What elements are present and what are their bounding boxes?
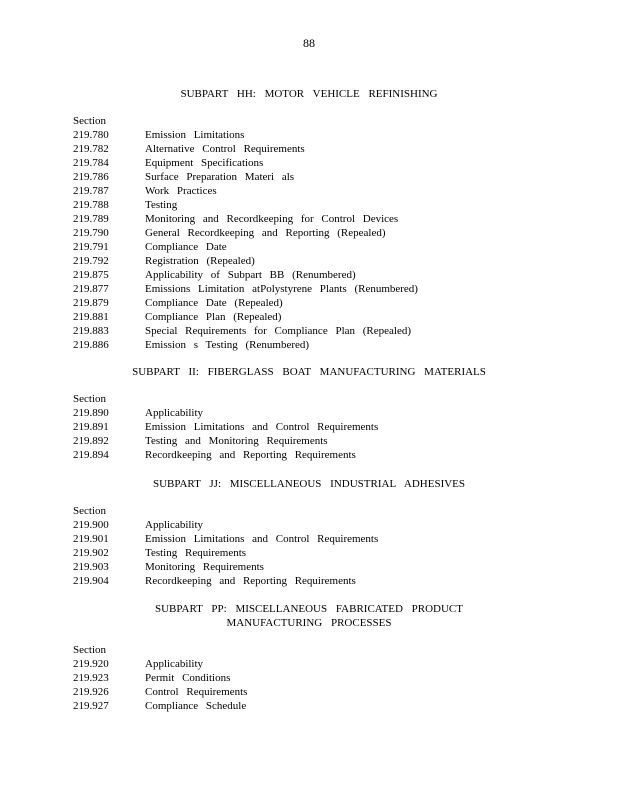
section-entry (73, 560, 264, 574)
section-entry (73, 657, 203, 671)
section-title: General Recordkeeping and Reporting (Repealed) (145, 227, 386, 239)
section-label: Section (73, 115, 106, 127)
section-number: 219.792 (73, 255, 109, 267)
section-entry (73, 296, 283, 310)
section-number: 219.786 (73, 171, 109, 183)
section-entry (73, 671, 230, 685)
section-number: 219.892 (73, 435, 109, 447)
section-title: Permit Conditions (145, 672, 231, 684)
section-title: Compliance Schedule (145, 700, 247, 712)
section-entry (73, 226, 386, 240)
section-entry (73, 142, 305, 156)
section-title: Recordkeeping and Reporting Requirements (145, 575, 356, 587)
subpart-heading: SUBPART PP: MISCELLANEOUS FABRICATED PRODUCT (155, 603, 463, 615)
section-number: 219.902 (73, 547, 109, 559)
section-entry (73, 170, 294, 184)
section-number: 219.780 (73, 129, 109, 141)
section-entry (73, 546, 246, 560)
section-number: 219.787 (73, 185, 109, 197)
section-entry (73, 532, 378, 546)
section-number: 219.790 (73, 227, 109, 239)
section-title: Monitoring Requirements (145, 561, 264, 573)
section-entry (73, 338, 309, 352)
section-title: Applicability (145, 658, 204, 670)
section-number: 219.894 (73, 449, 109, 461)
section-title: Equipment Specifications (145, 157, 264, 169)
section-number: 219.903 (73, 561, 109, 573)
section-title: Recordkeeping and Reporting Requirements (145, 449, 356, 461)
section-title: Applicability of Subpart BB (Renumbered) (145, 269, 356, 281)
section-entry (73, 324, 411, 338)
section-entry (73, 254, 255, 268)
subpart-heading: SUBPART II: FIBERGLASS BOAT MANUFACTURING MATERIALS (132, 366, 486, 378)
section-entry (73, 156, 263, 170)
section-title: Registration (Repealed) (145, 255, 255, 267)
section-number: 219.879 (73, 297, 109, 309)
section-number: 219.789 (73, 213, 109, 225)
section-title: Emission Limitations (145, 129, 245, 141)
section-title: Control Requirements (145, 686, 248, 698)
section-entry (73, 198, 177, 212)
section-number: 219.927 (73, 700, 109, 712)
section-title: Alternative Control Requirements (145, 143, 305, 155)
section-entry (73, 420, 378, 434)
section-label: Section (73, 644, 106, 656)
section-title: Testing and Monitoring Requirements (145, 435, 328, 447)
section-number: 219.904 (73, 575, 109, 587)
subpart-heading: SUBPART JJ: MISCELLANEOUS INDUSTRIAL ADHESIVES (152, 478, 466, 490)
section-entry (73, 268, 356, 282)
section-entry (73, 406, 203, 420)
page-number: 88 (303, 36, 315, 50)
section-entry (73, 240, 227, 254)
section-number: 219.890 (73, 407, 109, 419)
section-title: Testing Requirements (145, 547, 247, 559)
section-title: Applicability (145, 407, 204, 419)
section-title: Work Practices (145, 185, 217, 197)
section-number: 219.791 (73, 241, 109, 253)
section-entry (73, 699, 246, 713)
section-entry (73, 310, 281, 324)
section-entry (73, 518, 203, 532)
section-title: Compliance Plan (Repealed) (145, 311, 282, 323)
section-entry (73, 184, 217, 198)
section-title: Monitoring and Recordkeeping for Control Devices (145, 213, 399, 225)
section-number: 219.881 (73, 311, 109, 323)
section-number: 219.784 (73, 157, 109, 169)
section-entry (73, 574, 356, 588)
section-title: Compliance Date (Repealed) (145, 297, 283, 309)
section-number: 219.920 (73, 658, 109, 670)
section-label: Section (73, 505, 106, 517)
section-title: Emissions Limitation atPolystyrene Plants (Renumbered) (145, 283, 418, 295)
section-title: Special Requirements for Compliance Plan (Repealed) (145, 325, 412, 337)
section-title: Emission Limitations and Control Requirements (145, 421, 379, 433)
section-number: 219.901 (73, 533, 109, 545)
section-number: 219.788 (73, 199, 109, 211)
section-entry (73, 434, 328, 448)
section-title: Compliance Date (145, 241, 227, 253)
section-number: 219.875 (73, 269, 109, 281)
subpart-heading-line2: MANUFACTURING PROCESSES (226, 617, 392, 629)
section-title: Emission Limitations and Control Requirements (145, 533, 379, 545)
section-title: Emission s Testing (Renumbered) (145, 339, 310, 351)
section-number: 219.891 (73, 421, 109, 433)
section-title: Surface Preparation Materi als (145, 171, 295, 183)
section-number: 219.883 (73, 325, 109, 337)
section-label: Section (73, 393, 106, 405)
section-number: 219.926 (73, 686, 109, 698)
section-number: 219.877 (73, 283, 109, 295)
section-title: Applicability (145, 519, 204, 531)
section-entry (73, 448, 356, 462)
section-entry (73, 212, 398, 226)
section-title: Testing (145, 199, 178, 211)
section-entry (73, 685, 247, 699)
section-number: 219.900 (73, 519, 109, 531)
section-entry (73, 282, 418, 296)
section-number: 219.782 (73, 143, 109, 155)
section-number: 219.923 (73, 672, 109, 684)
subpart-heading: SUBPART HH: MOTOR VEHICLE REFINISHING (180, 88, 438, 100)
section-entry (73, 128, 244, 142)
section-number: 219.886 (73, 339, 109, 351)
